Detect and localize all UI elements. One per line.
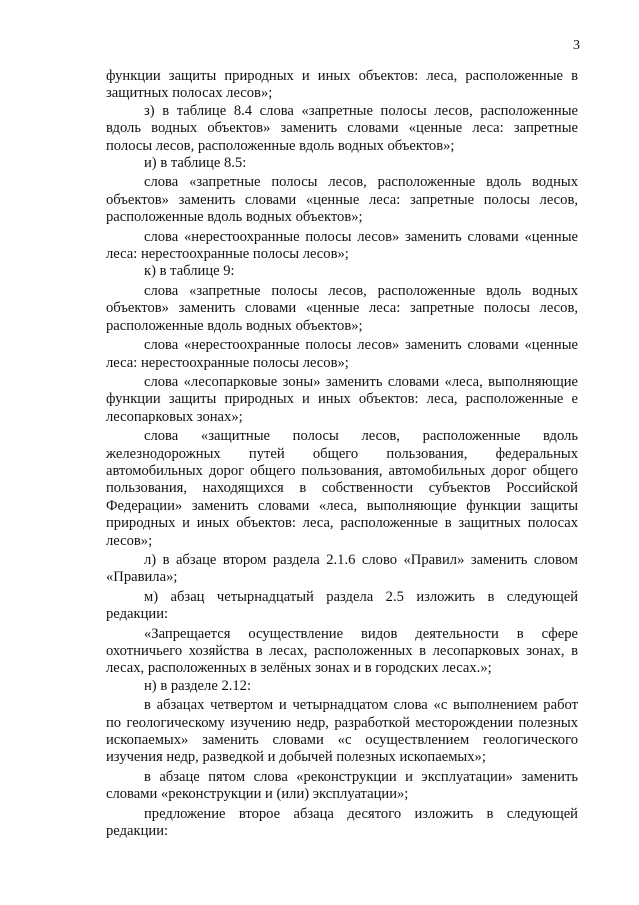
paragraph: н) в разделе 2.12: (144, 677, 252, 694)
document-body (106, 68, 578, 840)
paragraph: м) абзац четырнадцатый раздела 2.5 изложить в следующей редакции: (106, 588, 578, 623)
paragraph: предложение второе абзаца десятого изложить в следующей редакции: (106, 805, 578, 840)
paragraph: слова «нерестоохранные полосы лесов» заменить словами «ценные леса: нерестоохранные полосы лесов»; (106, 228, 578, 263)
paragraph: функции защиты природных и иных объектов: леса, расположенные в защитных полосах лесов»; (106, 68, 578, 102)
page-number: 3 (573, 38, 580, 53)
paragraph: слова «нерестоохранные полосы лесов» заменить словами «ценные леса: нерестоохранные полосы лесов»; (106, 337, 578, 371)
paragraph: слова «запретные полосы лесов, расположенные вдоль водных объектов» заменить словами «ценные леса: запретные полосы лесов, расположенные вдоль водных объектов»; (106, 174, 578, 226)
paragraph: и) в таблице 8.5: (144, 155, 247, 172)
paragraph: з) в таблице 8.4 слова «запретные полосы лесов, расположенные вдоль водных объектов» заменить словами «ценные леса: запретные полосы лесов, расположенные вдоль водных объектов»; (106, 102, 578, 154)
paragraph: л) в абзаце втором раздела 2.1.6 слово «Правил» заменить словом «Правила»; (106, 551, 578, 586)
paragraph: в абзацах четвертом и четырнадцатом слова «с выполнением работ по геологическому изучению недр, разработкой месторождении полезных ископаемых» заменить словами «с осуществлением геологического изучения недр, разведкой и добычей полезных ископаемых»; (106, 697, 578, 766)
paragraph: слова «защитные полосы лесов, расположенные вдоль железнодорожных путей общего пользования, федеральных автомобильных дорог общего пользования, автомобильных дорог общего пользования, находящихся в собственности субъектов Российской Федерации» заменить словами «леса, выполняющие функции защиты природных и иных объектов: леса, расположенные в защитных полосах лесов»; (106, 428, 578, 549)
paragraph: «Запрещается осуществление видов деятельности в сфере охотничьего хозяйства в лесах, расположенных в лесопарковых зонах, в лесах, расположенных в зелёных зонах и в городских лесах.»; (106, 625, 578, 677)
paragraph: слова «лесопарковые зоны» заменить словами «леса, выполняющие функции защиты природных и иных объектов: леса, расположенные е лесопарковых зонах»; (106, 373, 578, 425)
paragraph: слова «запретные полосы лесов, расположенные вдоль водных объектов» заменить словами «ценные леса: запретные полосы лесов, расположенные вдоль водных объектов»; (106, 282, 578, 334)
paragraph: в абзаце пятом слова «реконструкции и эксплуатации» заменить словами «реконструкции и (или) эксплуатации»; (106, 768, 578, 803)
paragraph: к) в таблице 9: (144, 263, 235, 280)
